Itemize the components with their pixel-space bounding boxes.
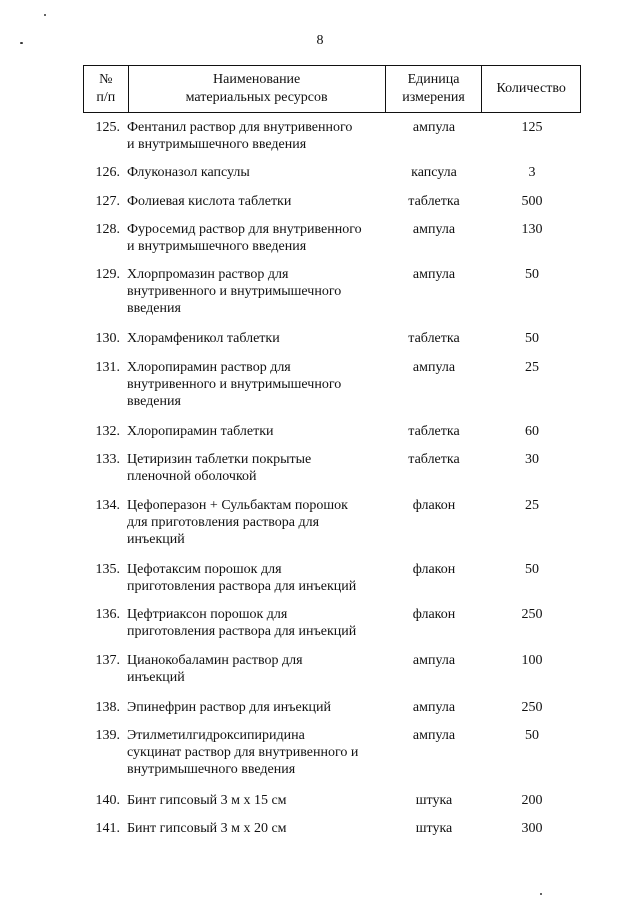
row-resource-name-line: приготовления раствора для инъекций (127, 579, 357, 594)
row-resource-name-line: инъекций (127, 532, 185, 547)
row-resource-name-line: Цефоперазон + Сульбактам порошок (127, 498, 348, 513)
row-number: 132. (95, 424, 120, 439)
row-number: 129. (95, 267, 120, 282)
row-number: 130. (95, 331, 120, 346)
row-resource-name-line: внутримышечного введения (127, 762, 296, 777)
row-resource-name (127, 193, 389, 210)
row-unit: капсула (411, 165, 457, 180)
row-quantity: 50 (525, 331, 539, 346)
row-resource-name (127, 727, 389, 778)
row-resource-name (127, 699, 389, 716)
row-resource-name-line: Хлорпромазин раствор для (127, 267, 289, 282)
row-number: 125. (95, 120, 120, 135)
row-resource-name-line: Хлорамфеникол таблетки (127, 331, 280, 346)
row-resource-name-line: и внутримышечного введения (127, 137, 307, 152)
row-unit: таблетка (408, 424, 460, 439)
row-resource-name (127, 330, 389, 347)
row-number: 131. (95, 360, 120, 375)
row-unit: таблетка (408, 452, 460, 467)
row-resource-name-line: приготовления раствора для инъекций (127, 624, 357, 639)
row-unit: таблетка (408, 194, 460, 209)
row-resource-name (127, 792, 389, 809)
row-resource-name (127, 119, 389, 153)
row-unit: ампула (412, 267, 456, 282)
row-quantity: 200 (521, 793, 543, 808)
row-unit: ампула (412, 222, 456, 237)
row-unit: ампула (412, 120, 456, 135)
row-resource-name-line: Хлоропирамин раствор для (127, 360, 291, 375)
row-resource-name-line: Цефотаксим порошок для (127, 562, 282, 577)
row-resource-name (127, 652, 389, 686)
row-resource-name-line: введения (127, 394, 181, 409)
row-resource-name (127, 221, 389, 255)
row-resource-name-line: введения (127, 301, 181, 316)
row-number: 136. (95, 607, 120, 622)
row-unit: штука (415, 793, 453, 808)
row-unit: ампула (412, 360, 456, 375)
scan-speck (540, 893, 542, 895)
row-resource-name-line: внутривенного и внутримышечного (127, 377, 342, 392)
row-number: 127. (95, 194, 120, 209)
row-resource-name-line: Этилметилгидроксипиридина (127, 728, 305, 743)
row-number: 140. (95, 793, 120, 808)
row-number: 138. (95, 700, 120, 715)
row-quantity: 25 (525, 360, 539, 375)
row-resource-name (127, 820, 389, 837)
row-resource-name-line: Флуконазол капсулы (127, 165, 250, 180)
header-col-quantity: Количество (482, 66, 581, 113)
row-quantity: 50 (525, 562, 539, 577)
row-resource-name-line: Фуросемид раствор для внутривенного (127, 222, 362, 237)
row-quantity: 100 (521, 653, 543, 668)
header-col-number: № п/п (84, 66, 129, 113)
row-number: 137. (95, 653, 120, 668)
row-resource-name (127, 423, 389, 440)
row-number: 135. (95, 562, 120, 577)
row-resource-name (127, 561, 389, 595)
row-resource-name-line: Цетиризин таблетки покрытые (127, 452, 312, 467)
row-resource-name-line: Бинт гипсовый 3 м х 20 см (127, 821, 287, 836)
row-number: 139. (95, 728, 120, 743)
row-quantity: 250 (521, 700, 543, 715)
row-resource-name-line: Эпинефрин раствор для инъекций (127, 700, 331, 715)
row-resource-name-line: Фентанил раствор для внутривенного (127, 120, 353, 135)
header-col-unit: Единица измерения (385, 66, 482, 113)
row-number: 128. (95, 222, 120, 237)
row-resource-name-line: Хлоропирамин таблетки (127, 424, 274, 439)
row-quantity: 500 (521, 194, 543, 209)
row-unit: таблетка (408, 331, 460, 346)
row-resource-name-line: Цефтриаксон порошок для (127, 607, 288, 622)
row-quantity: 50 (525, 728, 539, 743)
row-resource-name (127, 359, 389, 410)
row-resource-name (127, 164, 389, 181)
row-quantity: 250 (521, 607, 543, 622)
row-resource-name-line: для приготовления раствора для (127, 515, 320, 530)
row-resource-name-line: инъекций (127, 670, 185, 685)
row-number: 126. (95, 165, 120, 180)
row-quantity: 25 (525, 498, 539, 513)
row-resource-name-line: и внутримышечного введения (127, 239, 307, 254)
row-resource-name-line: внутривенного и внутримышечного (127, 284, 342, 299)
row-unit: ампула (412, 728, 456, 743)
row-quantity: 3 (528, 165, 536, 180)
row-quantity: 50 (525, 267, 539, 282)
row-number: 141. (95, 821, 120, 836)
row-resource-name-line: Фолиевая кислота таблетки (127, 194, 292, 209)
row-number: 133. (95, 452, 120, 467)
row-resource-name-line: Бинт гипсовый 3 м х 15 см (127, 793, 287, 808)
row-quantity: 30 (525, 452, 539, 467)
row-unit: флакон (412, 498, 456, 513)
page-number: 8 (316, 33, 324, 48)
row-resource-name (127, 451, 389, 485)
row-quantity: 60 (525, 424, 539, 439)
header-col-name: Наименование материальных ресурсов (128, 66, 385, 113)
row-quantity: 300 (521, 821, 543, 836)
row-resource-name-line: Цианокобаламин раствор для (127, 653, 303, 668)
row-resource-name-line: сукцинат раствор для внутривенного и (127, 745, 359, 760)
row-resource-name-line: пленочной оболочкой (127, 469, 257, 484)
row-unit: флакон (412, 562, 456, 577)
table-header (83, 65, 581, 113)
row-resource-name (127, 606, 389, 640)
row-unit: ампула (412, 653, 456, 668)
row-unit: ампула (412, 700, 456, 715)
row-quantity: 125 (521, 120, 543, 135)
row-resource-name (127, 266, 389, 317)
scan-speck (44, 14, 46, 16)
row-unit: штука (415, 821, 453, 836)
row-quantity: 130 (521, 222, 543, 237)
row-number: 134. (95, 498, 120, 513)
row-resource-name (127, 497, 389, 548)
row-unit: флакон (412, 607, 456, 622)
